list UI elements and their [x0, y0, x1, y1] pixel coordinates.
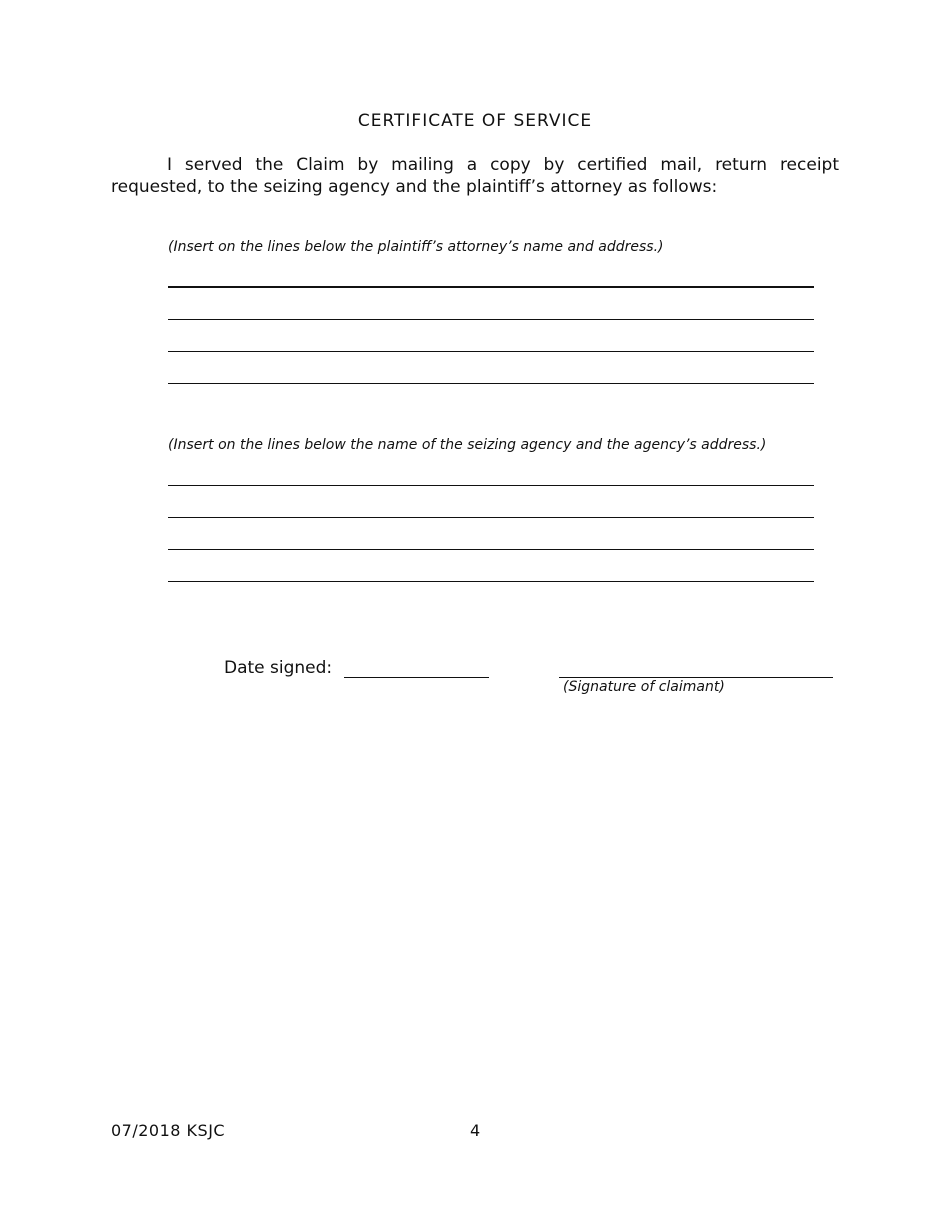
intro-paragraph: I served the Claim by mailing a copy by certified mail, return receipt requested, to the seizing agency and the plaintiff’s attorney as follows: — [111, 155, 839, 197]
agency-instruction: (Insert on the lines below the name of the seizing agency and the agency’s address.) — [168, 437, 767, 453]
signature-field[interactable] — [559, 677, 833, 678]
page-number: 4 — [470, 1121, 481, 1140]
agency-line-2[interactable] — [168, 517, 814, 518]
document-title: CERTIFICATE OF SERVICE — [357, 111, 593, 131]
attorney-line-3[interactable] — [168, 351, 814, 352]
attorney-line-2[interactable] — [168, 319, 814, 320]
signature-caption: (Signature of claimant) — [563, 679, 725, 695]
agency-line-3[interactable] — [168, 549, 814, 550]
attorney-instruction: (Insert on the lines below the plaintiff’s attorney’s name and address.) — [168, 239, 664, 255]
date-signed-label: Date signed: — [224, 658, 333, 678]
attorney-line-1[interactable] — [168, 286, 814, 288]
agency-line-4[interactable] — [168, 581, 814, 582]
date-signed-field[interactable] — [344, 677, 489, 678]
footer-form-id: 07/2018 KSJC — [111, 1121, 226, 1140]
attorney-line-4[interactable] — [168, 383, 814, 384]
agency-line-1[interactable] — [168, 485, 814, 486]
